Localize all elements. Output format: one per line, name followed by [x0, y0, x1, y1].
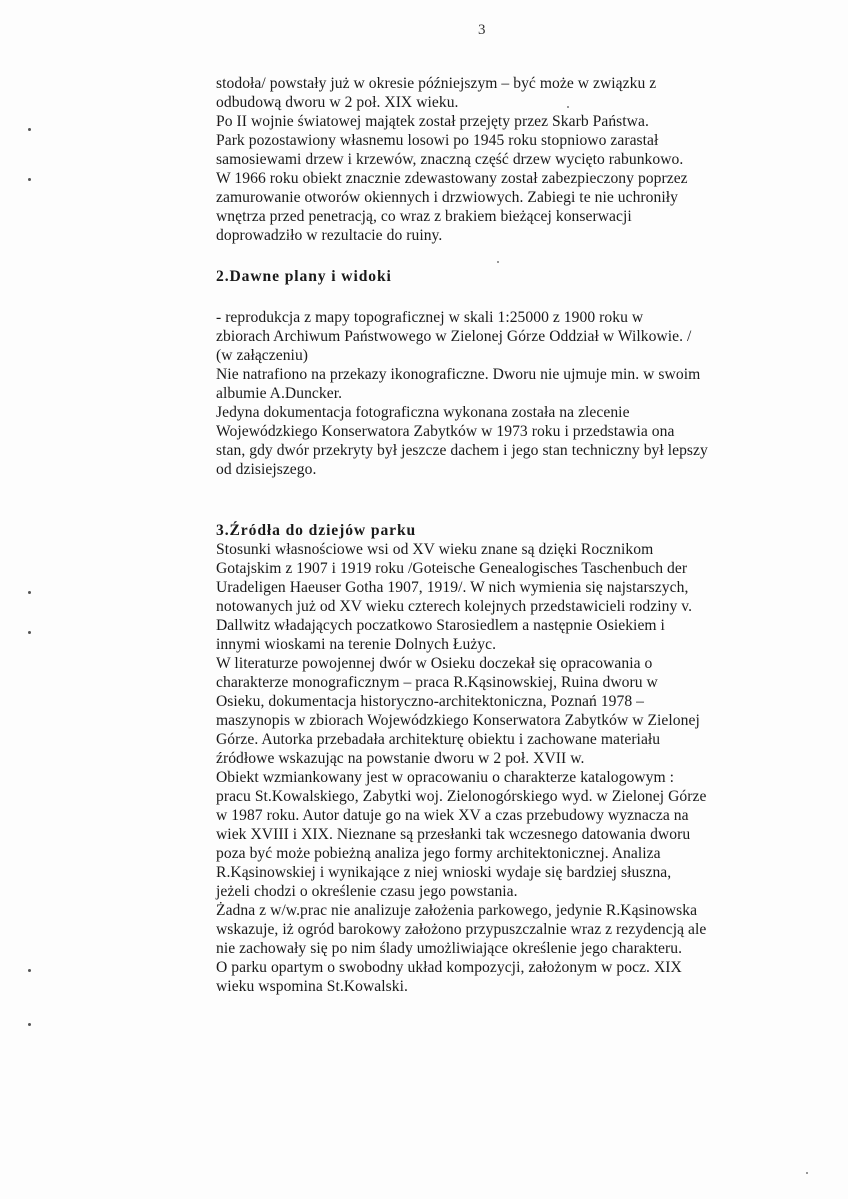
- text-line: zamurowanie otworów okiennych i drzwiowych. Zabiegi te nie uchroniły: [216, 189, 678, 206]
- text-line: wnętrza przed penetracją, co wraz z brakiem bieżącej konserwacji: [216, 208, 632, 225]
- margin-mark: [28, 591, 31, 594]
- text-line: maszynopis w zbiorach Wojewódzkiego Konserwatora Zabytków w Zielonej: [216, 712, 700, 729]
- text-line: zbiorach Archiwum Państwowego w Zielonej Górze Oddział w Wilkowie. /: [216, 328, 692, 345]
- text-line: Jedyna dokumentacja fotograficzna wykonana została na zlecenie: [216, 404, 630, 421]
- text-line: O parku opartym o swobodny układ kompozycji, założonym w pocz. XIX: [216, 959, 682, 976]
- text-line: wieku wspomina St.Kowalski.: [216, 978, 408, 995]
- text-line: W literaturze powojennej dwór w Osieku doczekał się opracowania o: [216, 655, 653, 672]
- text-line: poza być może pobieżną analiza jego formy architektonicznej. Analiza: [216, 845, 661, 862]
- text-line: jeżeli chodzi o określenie czasu jego powstania.: [216, 883, 518, 900]
- margin-mark: [28, 128, 31, 131]
- text-line: samosiewami drzew i krzewów, znaczną część drzew wycięto rabunkowo.: [216, 151, 684, 168]
- text-line: Wojewódzkiego Konserwatora Zabytków w 1973 roku i przedstawia ona: [216, 423, 675, 440]
- text-line: R.Kąsinowskiej i wynikające z niej wnioski wydaje się bardziej słuszna,: [216, 864, 672, 881]
- text-line: pracu St.Kowalskiego, Zabytki woj. Zielonogórskiego wyd. w Zielonej Górze: [216, 788, 707, 805]
- text-line: Osieku, dokumentacja historyczno-architektoniczna, Poznań 1978 –: [216, 693, 644, 710]
- text-line: Obiekt wzmiankowany jest w opracowaniu o charakterze katalogowym :: [216, 769, 674, 786]
- text-line: Górze. Autorka przebadała architekturę obiektu i zachowane materiału: [216, 731, 661, 748]
- text-line: odbudową dworu w 2 poł. XIX wieku.: [216, 94, 459, 111]
- document-body: [216, 74, 776, 996]
- text-line: stodoła/ powstały już w okresie późniejszym – być może w związku z: [216, 75, 657, 92]
- margin-mark: [28, 631, 31, 634]
- section-heading-plans: 2.Dawne plany i widoki: [216, 268, 392, 285]
- text-line: Po II wojnie światowej majątek został przejęty przez Skarb Państwa.: [216, 113, 649, 130]
- text-line: w 1987 roku. Autor datuje go na wiek XV a czas przebudowy wyznacza na: [216, 807, 689, 824]
- paragraph-plans-views: [216, 308, 776, 479]
- section-heading-sources: 3.Źródła do dziejów parku: [216, 522, 417, 539]
- text-line: charakterze monograficznym – praca R.Kąsinowskiej, Ruina dworu w: [216, 674, 658, 691]
- text-line: Uradeligen Haeuser Gotha 1907, 1919/. W nich wymienia się najstarszych,: [216, 579, 689, 596]
- text-line: wskazuje, iż ogród barokowy założono przypuszczalnie wraz z rezydencją ale: [216, 921, 707, 938]
- text-line: od dzisiejszego.: [216, 461, 317, 478]
- text-line: Dallwitz władających poczatkowo Starosiedlem a następnie Osiekiem i: [216, 617, 665, 634]
- text-line: notowanych już od XV wieku czterech kolejnych przedstawicieli rodziny v.: [216, 598, 693, 615]
- text-line: W 1966 roku obiekt znacznie zdewastowany został zabezpieczony poprzez: [216, 170, 688, 187]
- margin-mark: [28, 178, 31, 181]
- paragraph-park-sources: [216, 540, 776, 996]
- text-line: - reprodukcja z mapy topograficznej w skali 1:25000 z 1900 roku w: [216, 309, 644, 326]
- text-line: albumie A.Duncker.: [216, 385, 343, 402]
- text-line: stan, gdy dwór przekryty był jeszcze dachem i jego stan techniczny był lepszy: [216, 442, 708, 459]
- scan-speck: [806, 1172, 808, 1174]
- text-line: (w załączeniu): [216, 347, 309, 364]
- margin-mark: [28, 1023, 31, 1026]
- text-line: Żadna z w/w.prac nie analizuje założenia parkowego, jedynie R.Kąsinowska: [216, 902, 698, 919]
- text-line: innymi wioskami na terenie Dolnych Łużyc.: [216, 636, 497, 653]
- margin-mark: [28, 969, 31, 972]
- page-number: 3: [478, 22, 486, 38]
- text-line: Stosunki własnościowe wsi od XV wieku znane są dzięki Rocznikom: [216, 541, 654, 558]
- paragraph-ownership-history: [216, 74, 776, 245]
- text-line: Gotajskim z 1907 i 1919 roku /Goteische Genealogisches Taschenbuch der: [216, 560, 688, 577]
- text-line: wiek XVIII i XIX. Nieznane są przesłanki tak wczesnego datowania dworu: [216, 826, 691, 843]
- text-line: Nie natrafiono na przekazy ikonograficzne. Dworu nie ujmuje min. w swoim: [216, 366, 701, 383]
- text-line: nie zachowały się po nim ślady umożliwiające określenie jego charakteru.: [216, 940, 683, 957]
- text-line: źródłowe wskazując na powstanie dworu w 2 poł. XVII w.: [216, 750, 585, 767]
- text-line: Park pozostawiony własnemu losowi po 1945 roku stopniowo zarastał: [216, 132, 659, 149]
- text-line: doprowadziło w rezultacie do ruiny.: [216, 227, 443, 244]
